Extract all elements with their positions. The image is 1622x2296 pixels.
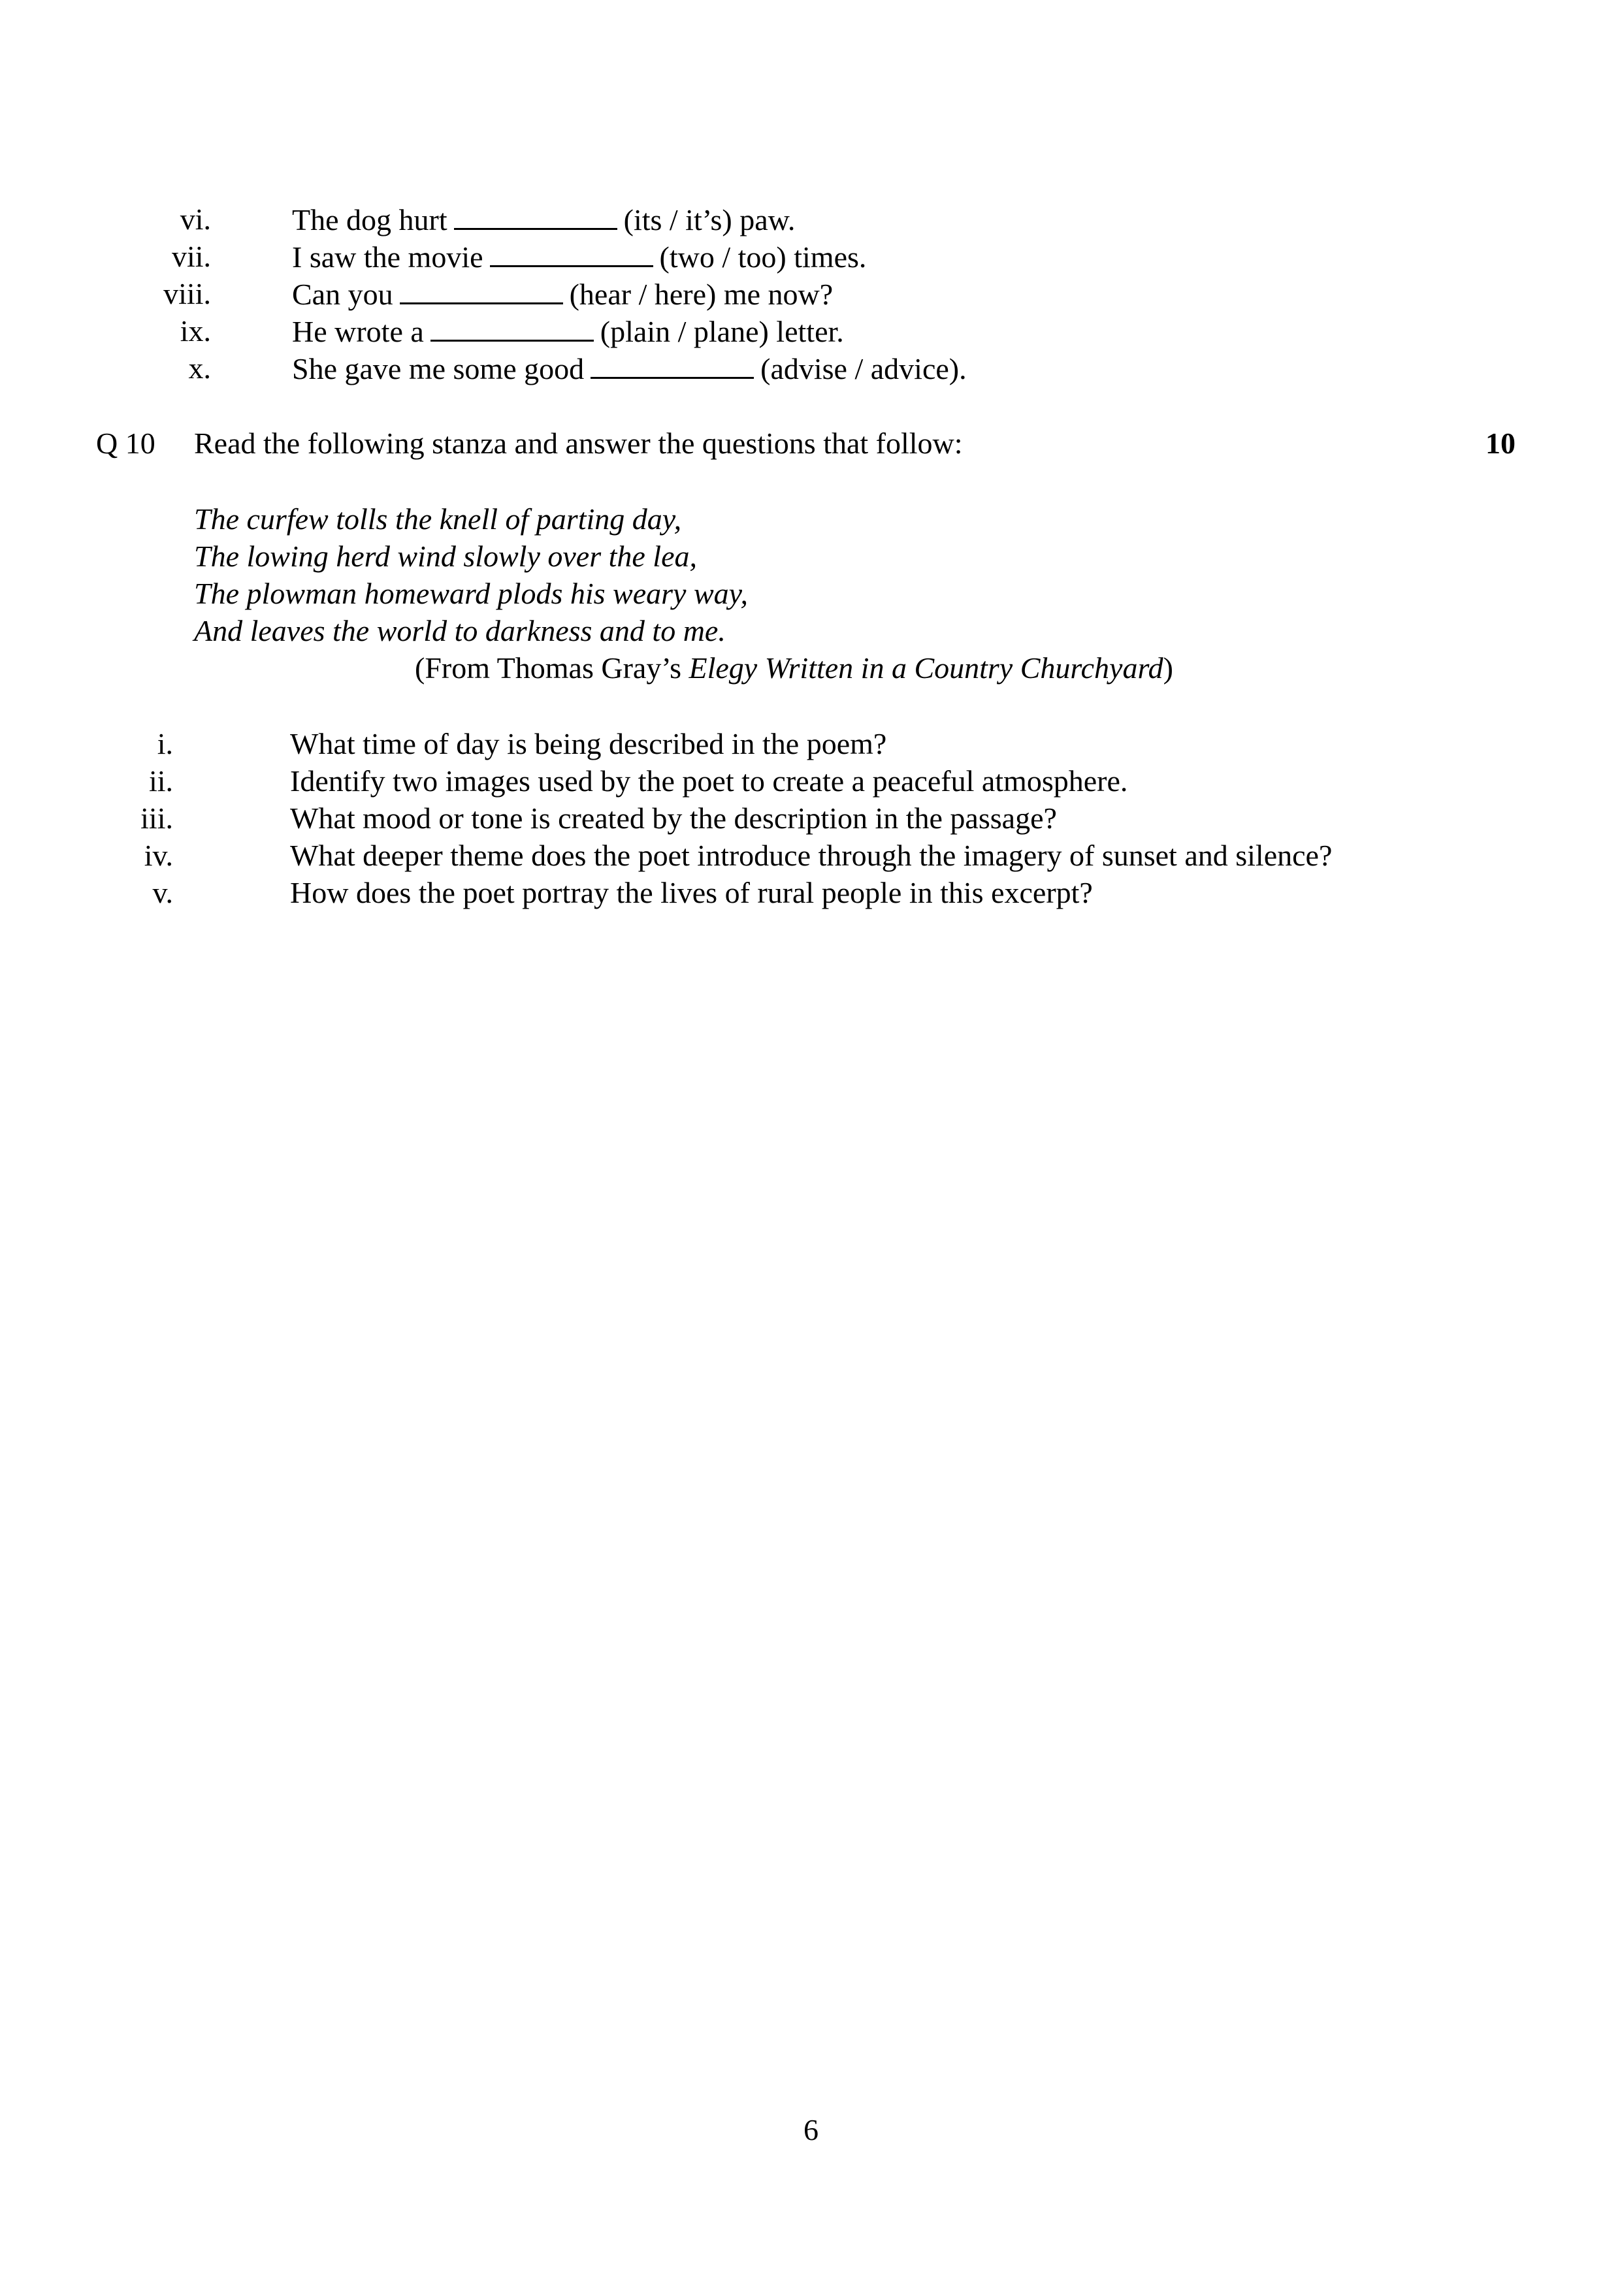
item-text: I saw the movie (two / too) times. — [292, 240, 867, 274]
answer-blank — [430, 316, 594, 342]
sub-question-number: iii. — [140, 801, 173, 835]
fill-item — [0, 316, 1622, 354]
sub-question-number: ii. — [148, 764, 173, 798]
sub-question-text: Identify two images used by the poet to create a peaceful atmosphere. — [290, 764, 1128, 798]
poem-line: The plowman homeward plods his weary way, — [194, 577, 749, 610]
sub-question — [0, 729, 1622, 767]
item-text: Can you (hear / here) me now? — [292, 278, 834, 311]
item-number: vii. — [171, 240, 211, 273]
sub-question — [0, 766, 1622, 804]
question-number: Q 10 — [96, 427, 155, 460]
answer-blank — [454, 204, 617, 230]
item-text: The dog hurt (its / it’s) paw. — [292, 203, 796, 236]
sub-question-text: What mood or tone is created by the description in the passage? — [290, 801, 1057, 835]
sub-question-number: iv. — [144, 839, 173, 872]
item-text: She gave me some good (advise / advice). — [292, 352, 967, 385]
item-text: He wrote a (plain / plane) letter. — [292, 315, 844, 348]
answer-blank — [400, 279, 563, 304]
answer-blank — [490, 242, 653, 267]
poem-line: The curfew tolls the knell of parting day, — [194, 502, 682, 536]
poem-line: And leaves the world to darkness and to me. — [194, 614, 726, 647]
poem-attribution: (From Thomas Gray’s Elegy Written in a Country Churchyard) — [415, 651, 1173, 685]
answer-blank — [591, 353, 754, 379]
sub-question — [0, 878, 1622, 916]
sub-question-text: What time of day is being described in the poem? — [290, 727, 887, 760]
fill-item — [0, 242, 1622, 280]
fill-item — [0, 279, 1622, 317]
sub-question-text: How does the poet portray the lives of rural people in this excerpt? — [290, 876, 1093, 909]
item-number: ix. — [180, 314, 211, 348]
sub-question-number: i. — [157, 727, 173, 760]
sub-question-text: What deeper theme does the poet introduce through the imagery of sunset and silence? — [290, 839, 1333, 872]
question-heading — [0, 428, 1622, 466]
fill-item — [0, 353, 1622, 391]
sub-question — [0, 841, 1622, 879]
fill-item — [0, 204, 1622, 242]
poem-line: The lowing herd wind slowly over the lea, — [194, 540, 698, 573]
question-prompt: Read the following stanza and answer the questions that follow: — [194, 427, 963, 460]
sub-question — [0, 803, 1622, 841]
item-number: viii. — [163, 277, 211, 310]
item-number: vi. — [180, 202, 211, 236]
sub-question-number: v. — [152, 876, 173, 909]
page-number: 6 — [803, 2113, 819, 2146]
poem-title: Elegy Written in a Country Churchyard — [689, 651, 1163, 685]
item-number: x. — [188, 351, 211, 385]
question-marks: 10 — [1485, 427, 1516, 460]
